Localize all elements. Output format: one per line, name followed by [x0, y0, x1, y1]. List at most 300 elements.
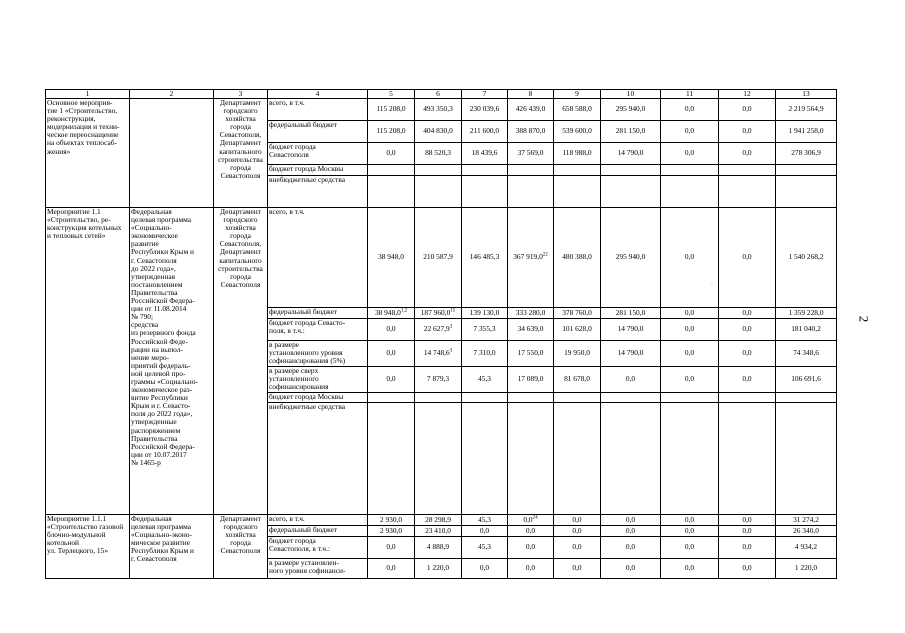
- value-cell: [554, 99, 601, 121]
- value-cell: [601, 341, 661, 367]
- value-text: 0,0: [742, 374, 752, 384]
- value-text: 1 359 228,0: [788, 307, 824, 317]
- value-text: 211 600,0: [469, 126, 500, 136]
- basis-cell: Федеральная целевая программа «Социально- экономическое развитие Республики Крым и г. Севастополя до 2022 года», утвержденная постановлением Правительства Российской Федера- ции от 11.08.2014 № 790; средства из резервного фонда Российской Феде- рации на выпол- нение меро- приятий федераль- ной целевой про- граммы «Социально- экономическое раз- витие Республики Крым и г. Севасто- поля до 2022 года», утвержденные распоряжением Правительства Российской Федера- ции от 10.07.2017 № 1465-р: [130, 208, 214, 515]
- value-text: 7 355,3: [473, 324, 496, 334]
- value-text: 38 948,0: [378, 252, 404, 262]
- value-text: 0,0: [525, 563, 536, 573]
- value-cell: [776, 143, 837, 165]
- column-number: 3: [214, 90, 268, 99]
- value-cell: [661, 99, 719, 121]
- value-text: 0,0: [386, 542, 396, 552]
- value-text: 0,0: [742, 563, 752, 573]
- page-number: 2: [856, 315, 872, 323]
- value-cell: [661, 121, 719, 143]
- value-text: 658 588,0: [562, 104, 592, 114]
- value-text: 210 587,9: [423, 252, 453, 262]
- funding-source-cell: бюджет города Москвы: [268, 393, 368, 403]
- value-text: 480 388,0: [562, 252, 592, 262]
- value-text: 45,3: [478, 374, 491, 384]
- value-cell: [368, 99, 415, 121]
- value-text: 295 940,0: [615, 252, 646, 262]
- value-cell: [719, 367, 776, 393]
- value-cell: [554, 121, 601, 143]
- value-text: 118 988,0: [562, 148, 592, 158]
- value-text: 2 219 564,9: [788, 104, 824, 114]
- value-text: 0,0: [479, 525, 490, 535]
- value-text: 378 760,0: [562, 307, 592, 317]
- value-text: 404 830,0: [423, 126, 453, 136]
- column-number: 8: [508, 90, 554, 99]
- value-cell: [508, 367, 554, 393]
- value-cell: [719, 143, 776, 165]
- value-text: 0,0: [684, 324, 695, 334]
- value-cell: [719, 99, 776, 121]
- value-cell: [462, 308, 508, 319]
- value-cell: [776, 537, 837, 559]
- value-cell: [368, 393, 415, 403]
- value-text: 187 960,0: [420, 307, 451, 317]
- value-cell: [415, 537, 462, 559]
- value-text: 14 790,0: [617, 348, 644, 358]
- value-cell: [368, 341, 415, 367]
- value-cell: [415, 341, 462, 367]
- value-cell: [508, 143, 554, 165]
- value-cell: [601, 559, 661, 579]
- value-cell: [462, 393, 508, 403]
- value-text: 81 678,0: [564, 374, 590, 384]
- footnote-mark: 15: [450, 308, 456, 314]
- value-cell: [508, 208, 554, 308]
- value-cell: [601, 367, 661, 393]
- column-number: 5: [368, 90, 415, 99]
- value-cell: [462, 341, 508, 367]
- value-text: 0,0: [625, 542, 636, 552]
- value-cell: [776, 308, 837, 319]
- table-row: [46, 99, 837, 121]
- value-cell: [554, 176, 601, 208]
- value-text: 0,0: [684, 104, 695, 114]
- value-text: 7 310,0: [473, 348, 496, 358]
- value-cell: [554, 559, 601, 579]
- value-cell: [415, 165, 462, 176]
- value-text: 333 280,0: [515, 307, 546, 317]
- value-text: 0,0: [386, 563, 396, 573]
- value-cell: [508, 403, 554, 515]
- funding-source-cell: бюджет города Москвы: [268, 165, 368, 176]
- value-cell: [601, 99, 661, 121]
- value-cell: [368, 121, 415, 143]
- value-cell: [719, 176, 776, 208]
- value-cell: [462, 367, 508, 393]
- value-text: 230 039,6: [469, 104, 500, 114]
- value-cell: [554, 393, 601, 403]
- value-cell: [776, 526, 837, 537]
- value-cell: [776, 515, 837, 526]
- value-cell: [368, 537, 415, 559]
- value-cell: [776, 319, 837, 341]
- value-text: 0,0: [625, 374, 636, 384]
- value-cell: [601, 308, 661, 319]
- basis-cell: [130, 99, 214, 208]
- value-text: 17 089,0: [517, 374, 544, 384]
- value-text: 1 220,0: [794, 563, 818, 573]
- value-cell: [415, 308, 462, 319]
- value-cell: [462, 403, 508, 515]
- value-cell: [719, 393, 776, 403]
- value-cell: [415, 393, 462, 403]
- value-text: 0,0: [684, 514, 695, 524]
- value-cell: [462, 515, 508, 526]
- value-cell: [415, 208, 462, 308]
- value-cell: [661, 143, 719, 165]
- value-cell: [601, 393, 661, 403]
- value-cell: [554, 515, 601, 526]
- value-cell: [661, 319, 719, 341]
- value-text: 0,0: [742, 252, 752, 262]
- value-cell: [415, 526, 462, 537]
- value-cell: [462, 121, 508, 143]
- column-number: 11: [661, 90, 719, 99]
- value-cell: [661, 176, 719, 208]
- value-text: 1 941 258,0: [788, 126, 824, 136]
- footnote-mark: 3: [449, 348, 453, 354]
- funding-table: [45, 89, 837, 579]
- value-text: 0,0: [684, 374, 695, 384]
- value-text: 181 040,2: [791, 324, 821, 334]
- value-cell: [719, 515, 776, 526]
- value-cell: [719, 341, 776, 367]
- value-text: 0,0: [684, 307, 695, 317]
- column-number: 13: [776, 90, 837, 99]
- funding-source-cell: федеральный бюджет: [268, 308, 368, 319]
- column-number: 12: [719, 90, 776, 99]
- value-cell: [661, 165, 719, 176]
- value-text: 18 439,6: [471, 148, 498, 158]
- footnote-mark: 3: [449, 324, 453, 330]
- value-text: 388 870,0: [515, 126, 546, 136]
- value-text: 367 919,0: [513, 252, 543, 262]
- value-cell: [462, 176, 508, 208]
- value-cell: [601, 121, 661, 143]
- value-text: 0,0: [525, 542, 536, 552]
- value-text: 106 691,6: [791, 374, 821, 384]
- value-cell: [415, 367, 462, 393]
- value-cell: [719, 537, 776, 559]
- value-text: 0,0: [684, 542, 695, 552]
- value-cell: [719, 526, 776, 537]
- value-cell: [601, 403, 661, 515]
- value-cell: [719, 121, 776, 143]
- value-cell: [776, 99, 837, 121]
- value-cell: [554, 403, 601, 515]
- value-cell: [661, 393, 719, 403]
- value-text: 0,0: [525, 525, 536, 535]
- value-cell: [508, 176, 554, 208]
- value-cell: [776, 393, 837, 403]
- value-cell: [462, 537, 508, 559]
- value-cell: [601, 319, 661, 341]
- value-cell: [415, 403, 462, 515]
- value-text: 281 150,0: [615, 307, 646, 317]
- value-text: 278 306,9: [791, 148, 821, 158]
- value-cell: [508, 526, 554, 537]
- value-cell: [601, 143, 661, 165]
- value-cell: [554, 367, 601, 393]
- value-text: 0,0: [684, 348, 695, 358]
- value-text: 19 950,0: [564, 348, 590, 358]
- column-number: 9: [554, 90, 601, 99]
- value-cell: [661, 308, 719, 319]
- value-cell: [554, 526, 601, 537]
- value-text: 0,0: [742, 324, 752, 334]
- value-cell: [368, 308, 415, 319]
- value-text: 0,0: [479, 563, 490, 573]
- value-text: 0,0: [386, 148, 396, 158]
- value-cell: [776, 208, 837, 308]
- value-text: 31 274,2: [793, 514, 819, 524]
- measure-cell: Мероприятие 1.1.1 «Строительство газовой блочно-модульной котельной ул. Терлецкого, 15»: [46, 515, 130, 579]
- column-number: 1: [46, 90, 130, 99]
- basis-cell: Федеральная целевая программа «Социально-эконо- мическое развитие Республики Крым и г. Севастополя: [130, 515, 214, 579]
- value-cell: [415, 121, 462, 143]
- value-text: 0,0: [742, 148, 752, 158]
- value-cell: [368, 143, 415, 165]
- funding-source-cell: внебюджетные средства: [268, 176, 368, 208]
- value-text: 0,0: [523, 514, 533, 524]
- value-cell: [661, 526, 719, 537]
- value-cell: [661, 537, 719, 559]
- value-cell: [776, 403, 837, 515]
- value-cell: [368, 515, 415, 526]
- value-text: 0,0: [742, 525, 752, 535]
- executor-cell: Департамент городского хозяйства города Севастополя, Департамент капитального строительства города Севастополя: [214, 99, 268, 208]
- value-text: 0,0: [625, 514, 636, 524]
- value-text: 0,0: [572, 514, 582, 524]
- value-text: 539 600,0: [562, 126, 592, 136]
- value-cell: [368, 526, 415, 537]
- value-cell: [776, 176, 837, 208]
- funding-source-cell: в размере установленного уровня софинансирования (5%): [268, 341, 368, 367]
- value-text: 88 520,3: [425, 148, 451, 158]
- value-cell: [462, 99, 508, 121]
- value-text: 0,0: [386, 324, 396, 334]
- value-cell: [719, 165, 776, 176]
- value-text: 7 879,3: [426, 374, 450, 384]
- value-cell: [554, 165, 601, 176]
- value-text: 45,3: [478, 542, 491, 552]
- value-cell: [601, 515, 661, 526]
- value-text: 0,0: [742, 514, 752, 524]
- value-text: 0,0: [684, 563, 695, 573]
- value-cell: [661, 341, 719, 367]
- value-text: 4 888,9: [426, 542, 450, 552]
- value-cell: [368, 176, 415, 208]
- value-cell: [776, 341, 837, 367]
- value-cell: [554, 537, 601, 559]
- value-text: 493 350,3: [423, 104, 453, 114]
- value-cell: [508, 308, 554, 319]
- value-text: 0,0: [742, 542, 752, 552]
- value-text: 0,0: [684, 148, 695, 158]
- value-text: 426 439,0: [515, 104, 546, 114]
- funding-source-cell: всего, в т.ч.: [268, 515, 368, 526]
- value-cell: [508, 121, 554, 143]
- funding-source-cell: всего, в т.ч.: [268, 208, 368, 308]
- value-cell: [368, 367, 415, 393]
- value-text: 0,0: [386, 374, 396, 384]
- column-number: 4: [268, 90, 368, 99]
- value-cell: [554, 308, 601, 319]
- stray-mark: ·: [711, 282, 713, 288]
- value-cell: [462, 208, 508, 308]
- value-text: 0,0: [625, 563, 636, 573]
- value-text: 115 208,0: [376, 104, 406, 114]
- funding-source-cell: бюджет города Севасто- поля, в т.ч.:: [268, 319, 368, 341]
- value-cell: [462, 559, 508, 579]
- value-cell: [415, 143, 462, 165]
- value-cell: [601, 537, 661, 559]
- value-cell: [661, 559, 719, 579]
- table-row: [46, 208, 837, 308]
- funding-source-cell: бюджет города Севастополя: [268, 143, 368, 165]
- value-cell: [368, 165, 415, 176]
- funding-source-cell: федеральный бюджет: [268, 526, 368, 537]
- value-cell: [415, 176, 462, 208]
- value-cell: [415, 99, 462, 121]
- column-number: 10: [601, 90, 661, 99]
- value-cell: [661, 403, 719, 515]
- value-text: 0,0: [742, 104, 752, 114]
- value-text: 38 948,0: [374, 307, 401, 317]
- value-cell: [661, 515, 719, 526]
- value-cell: [719, 319, 776, 341]
- value-cell: [601, 176, 661, 208]
- value-text: 0,0: [684, 126, 695, 136]
- footnote-mark: 22: [542, 252, 548, 258]
- value-text: 1 540 268,2: [788, 252, 824, 262]
- value-cell: [368, 403, 415, 515]
- value-text: 0,0: [684, 525, 695, 535]
- value-text: 281 150,0: [615, 126, 646, 136]
- value-cell: [462, 165, 508, 176]
- value-text: 26 340,0: [793, 525, 819, 535]
- column-number-row: [46, 90, 837, 99]
- executor-cell: Департамент городского хозяйства города Севастополя: [214, 515, 268, 579]
- value-cell: [368, 559, 415, 579]
- value-text: 74 348,6: [793, 348, 819, 358]
- value-cell: [719, 559, 776, 579]
- funding-source-cell: внебюджетные средства: [268, 403, 368, 515]
- funding-source-cell: федеральный бюджет: [268, 121, 368, 143]
- budget-table-page: [45, 89, 836, 579]
- value-text: 23 410,0: [425, 525, 451, 535]
- value-text: 0,0: [386, 348, 396, 358]
- value-text: 0,0: [625, 525, 636, 535]
- value-cell: [368, 208, 415, 308]
- value-cell: [719, 308, 776, 319]
- value-text: 0,0: [684, 252, 695, 262]
- value-text: 2 930,0: [379, 525, 403, 535]
- value-cell: [415, 515, 462, 526]
- value-cell: [508, 99, 554, 121]
- funding-source-cell: всего, в т.ч.: [268, 99, 368, 121]
- value-cell: [601, 526, 661, 537]
- value-cell: [719, 208, 776, 308]
- funding-source-cell: в размере сверх установленного софинансирования: [268, 367, 368, 393]
- value-cell: [508, 559, 554, 579]
- column-number: 2: [130, 90, 214, 99]
- column-number: 7: [462, 90, 508, 99]
- value-cell: [776, 367, 837, 393]
- value-text: 1 220,0: [426, 563, 450, 573]
- value-text: 14 748,6: [423, 348, 450, 358]
- value-cell: [508, 393, 554, 403]
- value-text: 0,0: [572, 542, 582, 552]
- funding-source-cell: в размере установлен- ного уровня софинанси-: [268, 559, 368, 579]
- value-text: 0,0: [572, 525, 582, 535]
- value-text: 4 934,2: [794, 542, 818, 552]
- value-cell: [462, 319, 508, 341]
- value-text: 28 298,9: [425, 514, 451, 524]
- measure-cell: Мероприятие 1.1 «Строительство, ре- конструкция котельных и тепловых сетей»: [46, 208, 130, 515]
- value-text: 2 930,0: [379, 514, 403, 524]
- value-text: 0,0: [742, 307, 752, 317]
- value-text: 115 208,0: [376, 126, 406, 136]
- value-cell: [415, 319, 462, 341]
- value-text: 0,0: [742, 348, 752, 358]
- value-text: 146 485,3: [469, 252, 500, 262]
- value-text: 17 550,0: [517, 348, 544, 358]
- measure-cell: Основное мероприя- тие 1 «Строительство, реконструкция, модернизация и техни- ческое переоснащение на объектах теплосаб- жения»: [46, 99, 130, 208]
- value-cell: [462, 526, 508, 537]
- value-text: 14 790,0: [617, 148, 644, 158]
- value-cell: [368, 319, 415, 341]
- value-text: 14 790,0: [617, 324, 644, 334]
- funding-source-cell: бюджет города Севастополя, в т.ч.:: [268, 537, 368, 559]
- value-text: 0,0: [572, 563, 582, 573]
- value-cell: [554, 319, 601, 341]
- value-cell: [554, 341, 601, 367]
- value-cell: [508, 319, 554, 341]
- value-cell: [776, 559, 837, 579]
- value-text: 37 569,0: [517, 148, 544, 158]
- value-cell: [601, 208, 661, 308]
- value-cell: [554, 143, 601, 165]
- value-cell: [554, 208, 601, 308]
- value-text: 139 130,0: [469, 307, 500, 317]
- value-text: 22 627,9: [423, 324, 450, 334]
- value-text: 295 940,0: [615, 104, 646, 114]
- footnote-mark: 24: [532, 515, 538, 521]
- value-cell: [508, 537, 554, 559]
- value-cell: [661, 367, 719, 393]
- executor-cell: Департамент городского хозяйства города Севастополя, Департамент капитального строительства города Севастополя: [214, 208, 268, 515]
- value-text: 34 639,0: [517, 324, 544, 334]
- column-number: 6: [415, 90, 462, 99]
- value-text: 101 628,0: [562, 324, 592, 334]
- value-cell: [462, 143, 508, 165]
- value-cell: [415, 559, 462, 579]
- value-text: 0,0: [742, 126, 752, 136]
- value-cell: [776, 165, 837, 176]
- value-cell: [719, 403, 776, 515]
- value-cell: [776, 121, 837, 143]
- value-cell: [601, 165, 661, 176]
- table-row: [46, 515, 837, 526]
- value-cell: [508, 165, 554, 176]
- value-cell: [508, 341, 554, 367]
